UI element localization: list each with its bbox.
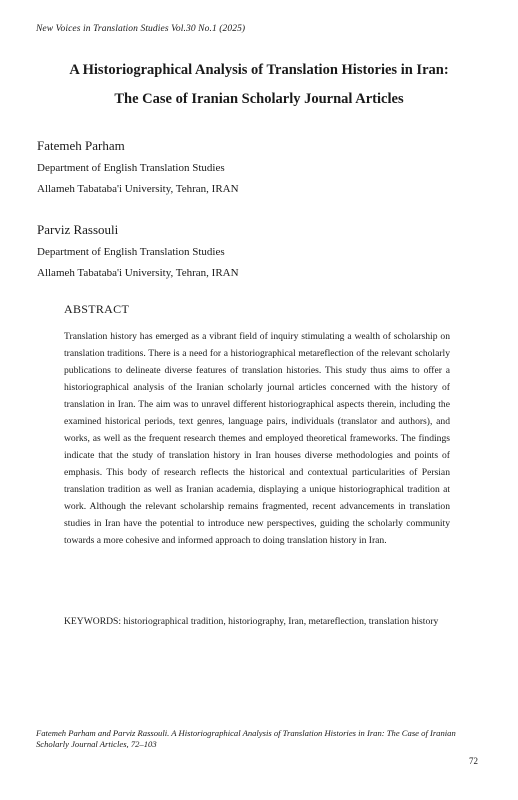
article-title-line-1: A Historiographical Analysis of Translation Histories in Iran: — [69, 62, 449, 78]
abstract-heading: ABSTRACT — [64, 302, 130, 316]
keywords: KEYWORDS: historiographical tradition, historiography, Iran, metareflection, translation history — [64, 616, 439, 627]
author-name: Fatemeh Parham — [37, 138, 125, 153]
author-name: Parviz Rassouli — [37, 222, 119, 237]
author-affiliation: Allameh Tabataba'i University, Tehran, IRAN — [37, 267, 239, 279]
author-block — [37, 138, 239, 203]
author-department: Department of English Translation Studies — [37, 162, 225, 174]
page-number: 72 — [469, 756, 478, 766]
author-affiliation: Allameh Tabataba'i University, Tehran, IRAN — [37, 183, 239, 195]
article-title-line-2: The Case of Iranian Scholarly Journal Articles — [114, 91, 404, 107]
journal-header: New Voices in Translation Studies Vol.30 No.1 (2025) — [36, 24, 246, 34]
author-department: Department of English Translation Studies — [37, 246, 225, 258]
abstract-body: Translation history has emerged as a vibrant field of inquiry stimulating a wealth of scholarship on translation traditions. There is a need for a historiographical metareflection of the relevant scholarly publications to delineate diverse features of translation histories. This study thus aims to offer a historiographical analysis of the Iranian scholarly journal articles concerned with the history of translation in Iran. The aim was to unravel different historiographical aspects therein, including the examined historical periods, text genres, language pairs, individuals (translator and authors), and works, as well as the frequent research themes and employed theoretical frameworks. The findings indicate that the study of translation history in Iran houses diverse methodologies and points of emphasis. This body of research reflects the historical and contextual particularities of Persian translation tradition as well as Iranian academia, displaying a unique historiographical tradition at work. Although the relevant scholarship remains fragmented, recent advancements in translation studies in Iran have the potential to introduce new perspectives, guiding the scholarly community towards a more cohesive and informed approach to doing translation history in Iran. — [64, 331, 450, 546]
author-block — [37, 222, 239, 287]
footer-citation: Fatemeh Parham and Parviz Rassouli. A Historiographical Analysis of Translation Histories in Iran: The Case of Iranian Scholarly Journal Articles, 72–103 — [36, 728, 456, 749]
